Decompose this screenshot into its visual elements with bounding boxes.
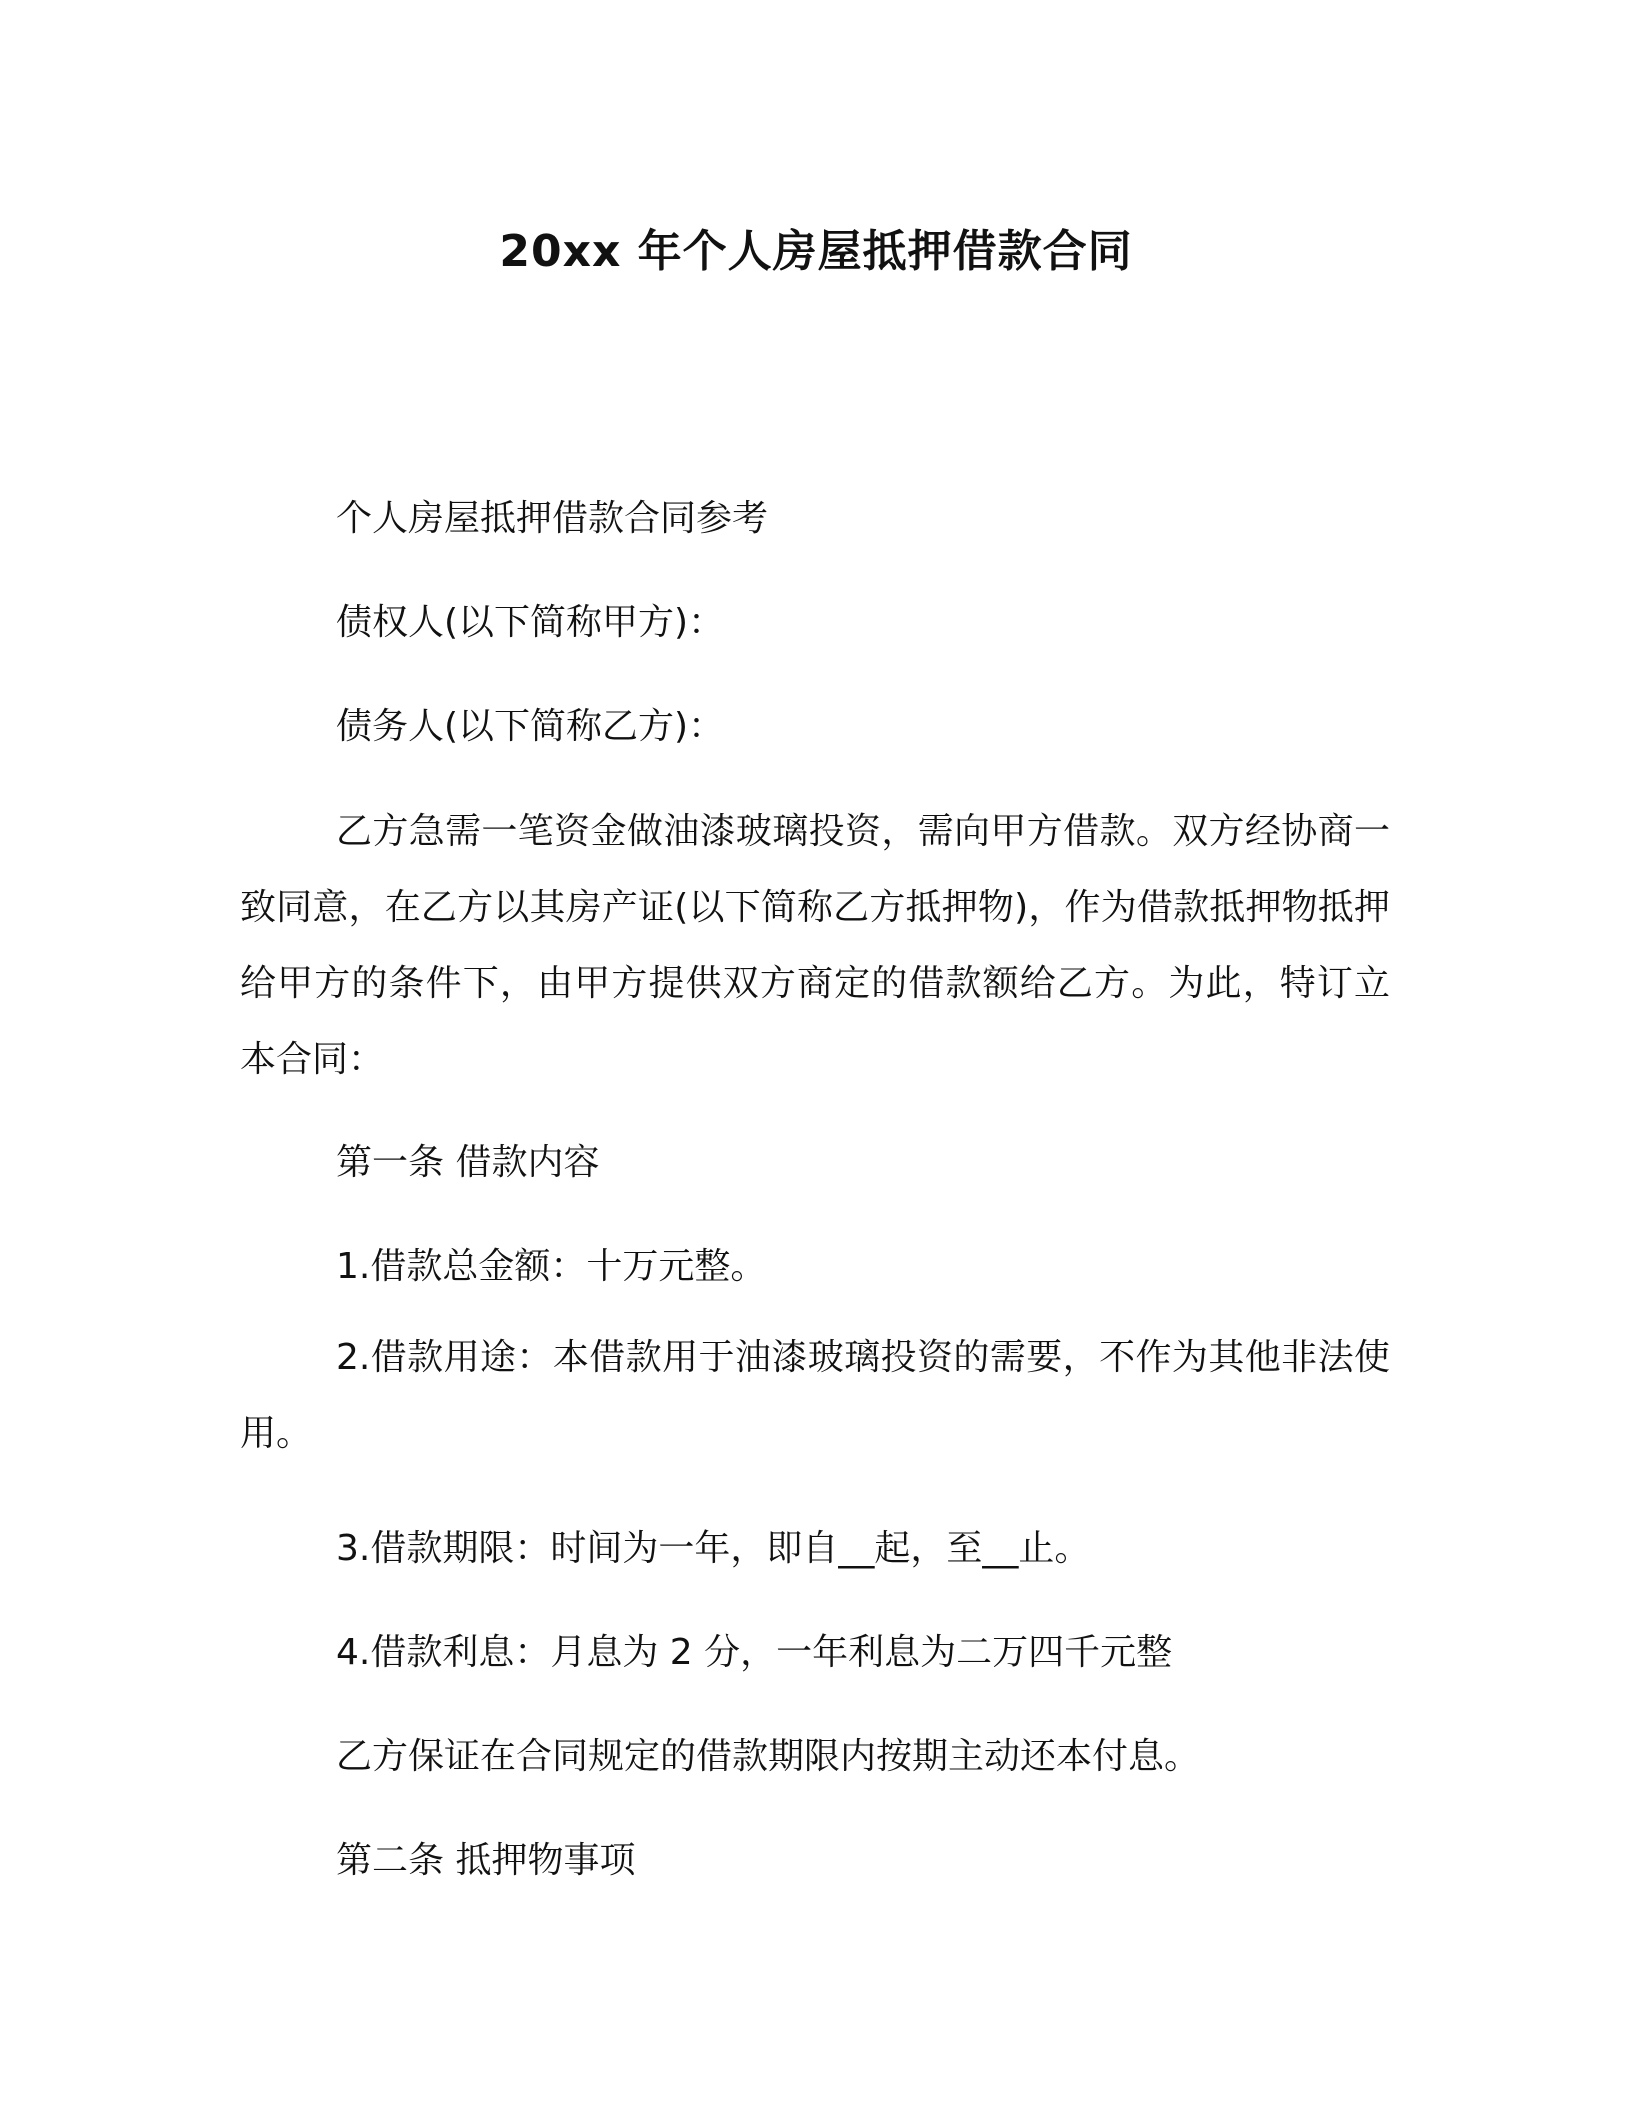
document-subtitle: 个人房屋抵押借款合同参考 [336,498,769,539]
debtor-line: 债务人(以下简称乙方)： [336,706,725,747]
article-1-item-2-block [240,1320,1390,1472]
document-title: 20xx 年个人房屋抵押借款合同 [499,226,1133,277]
article-1-item-2: 2.借款用途：本借款用于油漆玻璃投资的需要，不作为其他非法使用。 [240,1337,1390,1454]
article-2-heading: 第二条 抵押物事项 [336,1840,636,1881]
repayment-guarantee: 乙方保证在合同规定的借款期限内按期主动还本付息。 [336,1736,1201,1777]
article-1-item-4: 4.借款利息：月息为 2 分，一年利息为二万四千元整 [336,1632,1173,1673]
article-1-heading: 第一条 借款内容 [336,1142,600,1183]
intro-paragraph-block [240,794,1390,1098]
intro-paragraph: 乙方急需一笔资金做油漆玻璃投资，需向甲方借款。双方经协商一致同意，在乙方以其房产证(以下简称乙方抵押物)，作为借款抵押物抵押给甲方的条件下，由甲方提供双方商定的借款额给乙方。为此，特订立本合同： [240,811,1390,1080]
creditor-line: 债权人(以下简称甲方)： [336,602,725,643]
article-1-item-3: 3.借款期限：时间为一年，即自__起，至__止。 [336,1528,1091,1569]
article-1-item-1: 1.借款总金额：十万元整。 [336,1246,767,1287]
